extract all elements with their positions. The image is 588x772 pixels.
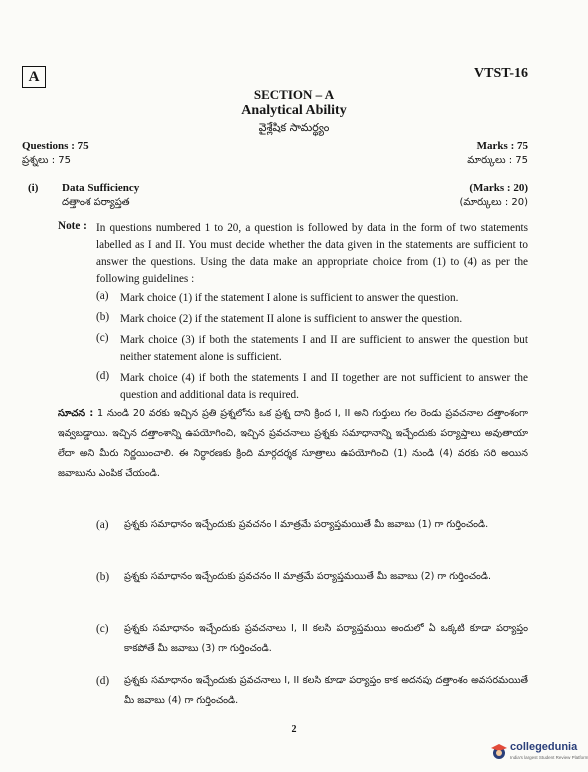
choice-label: (d) [96,370,110,382]
part-marks: (Marks : 20) [469,182,528,194]
telugu-choice-text: ప్రశ్నకు సమాధానం ఇచ్చేందుకు ప్రవచనం I మాత్రమే పర్యాప్తమయితే మీ జవాబు (1) గా గుర్తించండి. [124,519,489,530]
telugu-note [58,404,528,484]
choice-text: Mark choice (4) if both the statements I and II together are not sufficient to answer the question and additional data is required. [120,372,528,401]
choice-label: (c) [96,332,109,344]
page-number: 2 [291,724,297,735]
choice-text: Mark choice (3) if both the statements I and II are sufficient to answer the question but neither statement alone is sufficient. [120,334,528,363]
marks-total: Marks : 75 [476,140,528,152]
choice-label: (a) [96,290,109,302]
telugu-note-text: 1 నుండి 20 వరకు ఇచ్చిన ప్రతి ప్రశ్నలోను ఒక ప్రశ్న దాని క్రింద I, II అని గుర్తులు గల రెండు ప్రవచనాల దత్తాంశంగా ఇవ్వబడ్డాయి. ఇచ్చిన దత్తాంశాన్ని ఉపయోగించి, ఇచ్చిన ప్రవచనాలు ప్రశ్నకు సమాధానాన్ని ఇచ్చేందుకు పర్యాప్తాలు అవుతాయా లేదా అని మీరు నిర్ణయించాలి. ఈ నిర్ధారణకు క్రింది మార్గదర్శక సూత్రాలు ఉపయోగించి (1) నుండి (4) వరకు సరి అయిన జవాబును ఎంపిక చేయండి. [58,408,528,479]
part-marks-telugu: (మార్కులు : 20) [459,197,528,208]
telugu-choice-text: ప్రశ్నకు సమాధానం ఇచ్చేందుకు ప్రవచనాలు I, II కలసి కూడా పర్యాప్తం కాక అదనపు దత్తాంశం అవసరమయితే మీ జవాబు (4) గా గుర్తించండి. [124,675,528,706]
subject-heading: Analytical Ability [241,103,347,118]
marks-total-telugu: మార్కులు : 75 [467,155,528,166]
section-heading: SECTION – A [253,87,335,102]
graduation-cap-icon [490,742,508,760]
note-label: Note : [58,220,87,232]
choice-text: Mark choice (1) if the statement I alone is sufficient to answer the question. [120,292,459,304]
watermark-name: collegedunia [510,741,578,753]
telugu-choice-text: ప్రశ్నకు సమాధానం ఇచ్చేందుకు ప్రవచనాలు I, II కలసి పర్యాప్తమయి అందులో ఏ ఒక్కటి కూడా పర్యాప్తం కాకపోతే మీ జవాబు (3) గా గుర్తించండి. [124,623,528,654]
telugu-choice-label: (d) [96,675,110,687]
questions-count: Questions : 75 [22,140,89,152]
subject-heading-telugu: వైశ్లేషిక సామర్థ్యం [258,121,330,134]
part-number: (i) [28,182,39,194]
note-text: In questions numbered 1 to 20, a question is followed by data in the form of two statements labelled as I and II. You must decide whether the data given in the statements are sufficient to answer the questions. Using the data make an appropriate choice from (1) to (4) as per the following guidelines : [96,222,528,285]
telugu-choice-text: ప్రశ్నకు సమాధానం ఇచ్చేందుకు ప్రవచనం II మాత్రమే పర్యాప్తమయితే మీ జవాబు (2) గా గుర్తించండి. [124,571,492,582]
telugu-choice-label: (b) [96,571,110,583]
collegedunia-watermark [490,740,588,766]
section-box-label: A [22,66,46,88]
telugu-note-label: సూచన : [58,408,94,419]
telugu-choice-label: (a) [96,519,109,531]
part-title-telugu: దత్తాంశ పర్యాప్తత [62,197,130,208]
choice-text: Mark choice (2) if the statement II alone is sufficient to answer the question. [120,313,463,325]
telugu-choice-label: (c) [96,623,109,635]
watermark-tagline: India's largest Student Review Platform [510,755,588,760]
questions-count-telugu: ప్రశ్నలు : 75 [22,155,71,166]
part-title: Data Sufficiency [62,182,140,194]
paper-code: VTST-16 [474,66,528,81]
choice-label: (b) [96,311,110,323]
